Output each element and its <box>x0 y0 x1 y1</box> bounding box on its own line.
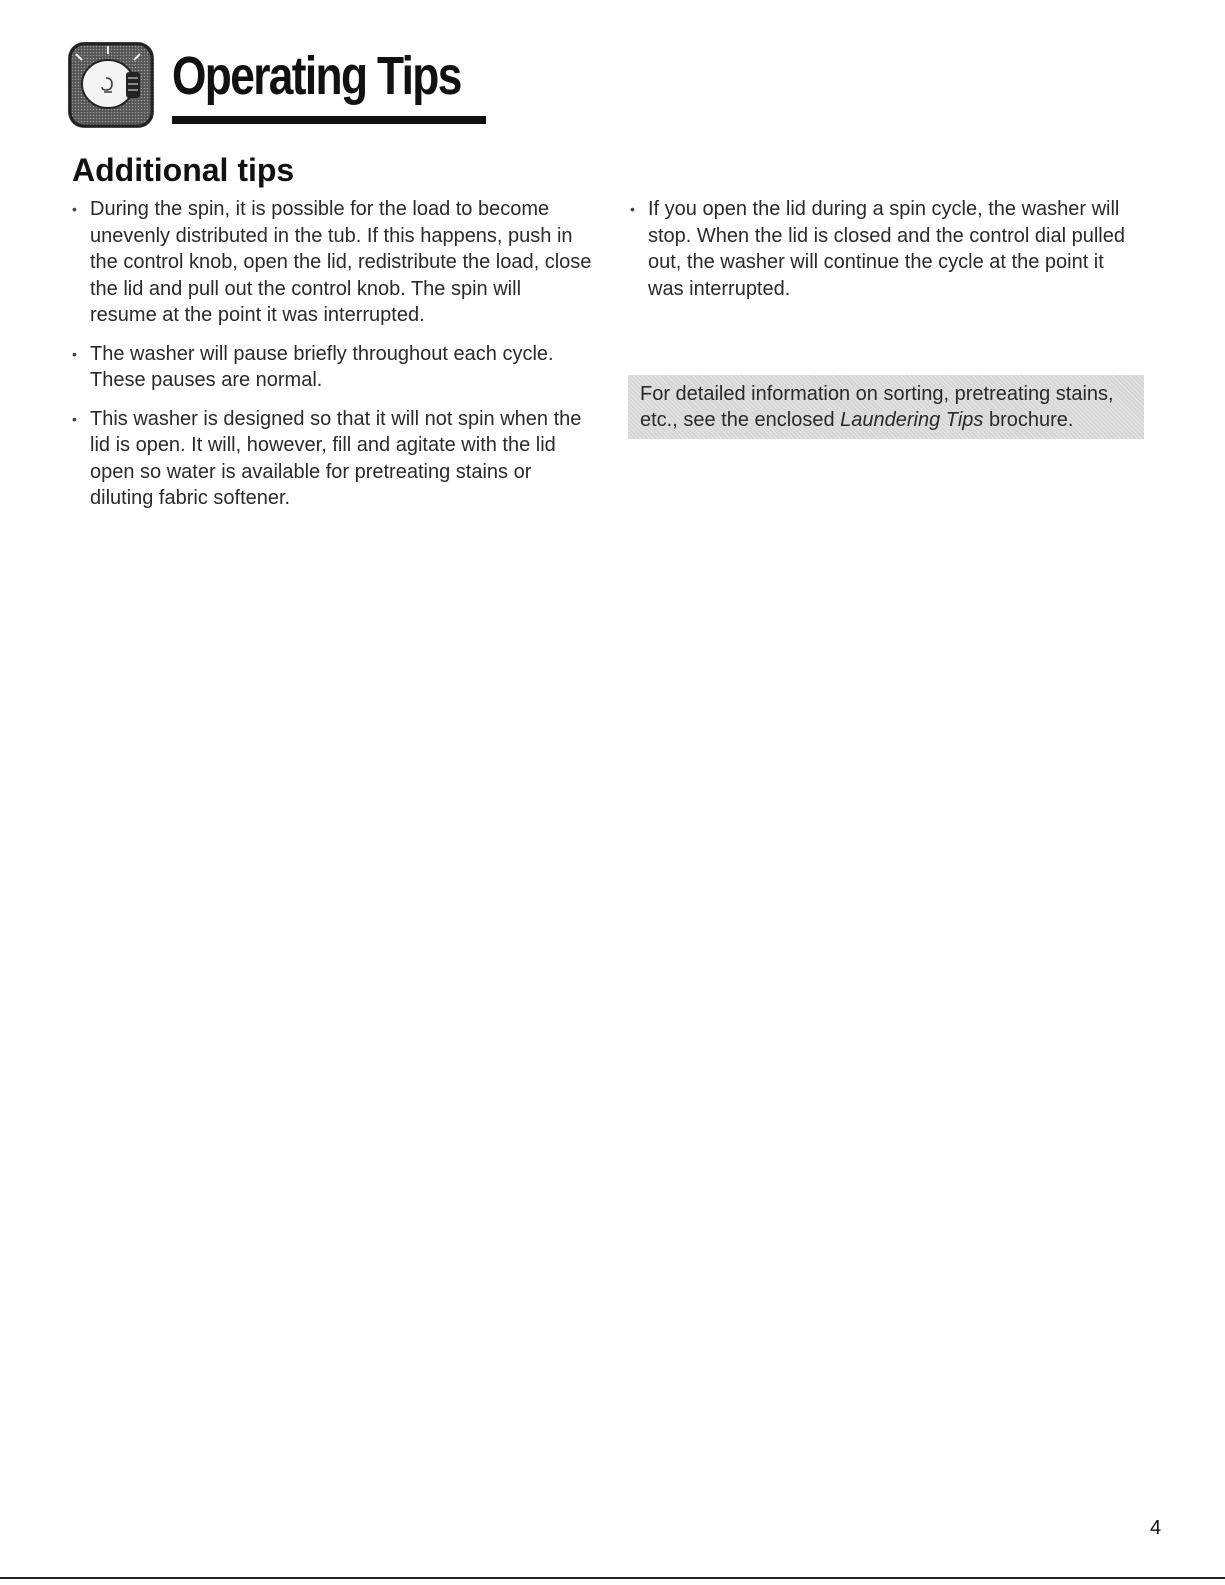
note-text-end: brochure. <box>983 409 1074 431</box>
left-tips-list <box>72 196 592 524</box>
bottom-divider <box>0 1577 1225 1579</box>
list-item: • This washer is designed so that it will not spin when the lid is open. It will, however, fill and agitate with the lid open so water is available for pretreating stains or diluting fabric softener. <box>72 406 592 512</box>
right-tips-list <box>630 196 1130 314</box>
title-underline <box>172 116 486 124</box>
lightbulb-icon <box>68 42 154 128</box>
list-item: • If you open the lid during a spin cycle, the washer will stop. When the lid is closed and the control dial pulled out, the washer will continue the cycle at the point it was interrupted. <box>630 196 1130 302</box>
brochure-title: Laundering Tips <box>840 409 984 431</box>
note-text-start: For detailed information on sorting, pretreating stains, etc., see the enclosed <box>640 383 1114 431</box>
page-title: Operating Tips <box>172 46 461 106</box>
list-item: • The washer will pause briefly throughout each cycle. These pauses are normal. <box>72 341 592 394</box>
page-number: 4 <box>1150 1517 1162 1539</box>
info-note <box>628 375 1144 439</box>
section-title: Additional tips <box>72 152 295 188</box>
list-item: • During the spin, it is possible for the load to become unevenly distributed in the tub. If this happens, push in the control knob, open the lid, redistribute the load, close the lid and pull out the control knob. The spin will resume at the point it was interrupted. <box>72 196 592 329</box>
